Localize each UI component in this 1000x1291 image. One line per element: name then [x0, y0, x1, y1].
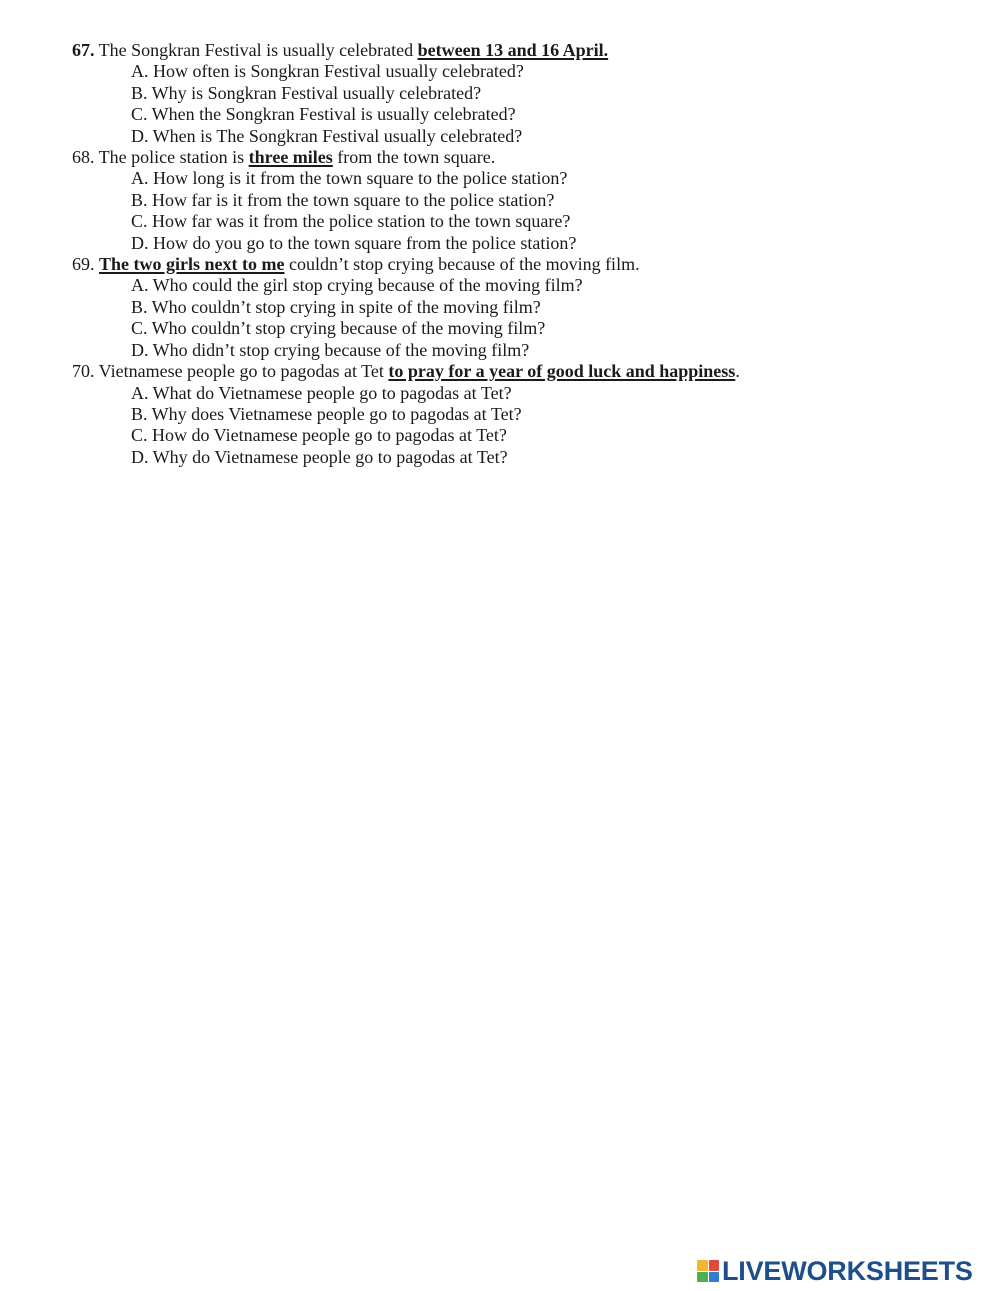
answer-option[interactable]: C. Who couldn’t stop crying because of the moving film? — [131, 318, 546, 339]
question-number: 67. — [72, 40, 95, 60]
question-text: The police station is — [94, 147, 249, 168]
answer-option[interactable]: A. How often is Songkran Festival usually celebrated? — [131, 61, 524, 82]
logo-tile — [709, 1260, 720, 1271]
question-68-stem — [72, 147, 952, 168]
question-number: 70. — [72, 361, 95, 382]
logo-tile — [697, 1272, 708, 1283]
question-text-after: from the town square. — [332, 147, 496, 168]
question-number: 68. — [72, 147, 95, 168]
question-text-after: . — [735, 361, 740, 382]
question-69-stem — [72, 254, 952, 275]
highlighted-phrase: between 13 and 16 April. — [417, 40, 609, 60]
answer-option[interactable]: D. Who didn’t stop crying because of the moving film? — [131, 339, 530, 360]
question-text: The Songkran Festival is usually celebrated — [94, 40, 418, 60]
liveworksheets-logo-icon — [697, 1260, 719, 1282]
answer-option[interactable]: D. Why do Vietnamese people go to pagodas at Tet? — [131, 446, 508, 467]
answer-option[interactable]: D. How do you go to the town square from the police station? — [131, 232, 577, 253]
answer-option[interactable]: C. How do Vietnamese people go to pagodas at Tet? — [131, 425, 507, 446]
answer-option[interactable]: A. How long is it from the town square to the police station? — [131, 168, 568, 189]
logo-tile — [697, 1260, 708, 1271]
question-number: 69. — [72, 254, 95, 275]
highlighted-phrase: to pray for a year of good luck and happiness — [388, 361, 736, 382]
worksheet — [72, 40, 952, 468]
question-text: Vietnamese people go to pagodas at Tet — [94, 361, 389, 382]
liveworksheets-logo — [697, 1256, 973, 1286]
question-70-stem — [72, 361, 952, 382]
answer-option[interactable]: B. Who couldn’t stop crying in spite of the moving film? — [131, 296, 541, 317]
highlighted-phrase: The two girls next to me — [99, 254, 285, 275]
answer-option[interactable]: B. Why does Vietnamese people go to pagodas at Tet? — [131, 403, 522, 424]
answer-option[interactable]: B. Why is Songkran Festival usually celebrated? — [131, 82, 482, 103]
answer-option[interactable]: C. How far was it from the police station to the town square? — [131, 211, 571, 232]
answer-option[interactable]: B. How far is it from the town square to the police station? — [131, 189, 555, 210]
logo-tile — [709, 1272, 720, 1283]
question-67-stem — [72, 40, 952, 61]
question-text-after: couldn’t stop crying because of the moving film. — [284, 254, 640, 275]
highlighted-phrase: three miles — [248, 147, 333, 168]
answer-option[interactable]: A. What do Vietnamese people go to pagodas at Tet? — [131, 382, 512, 403]
answer-option[interactable]: D. When is The Songkran Festival usually celebrated? — [131, 125, 523, 146]
answer-option[interactable]: C. When the Songkran Festival is usually celebrated? — [131, 104, 516, 125]
liveworksheets-wordmark: LIVEWORKSHEETS — [722, 1255, 973, 1286]
answer-option[interactable]: A. Who could the girl stop crying because of the moving film? — [131, 275, 583, 296]
